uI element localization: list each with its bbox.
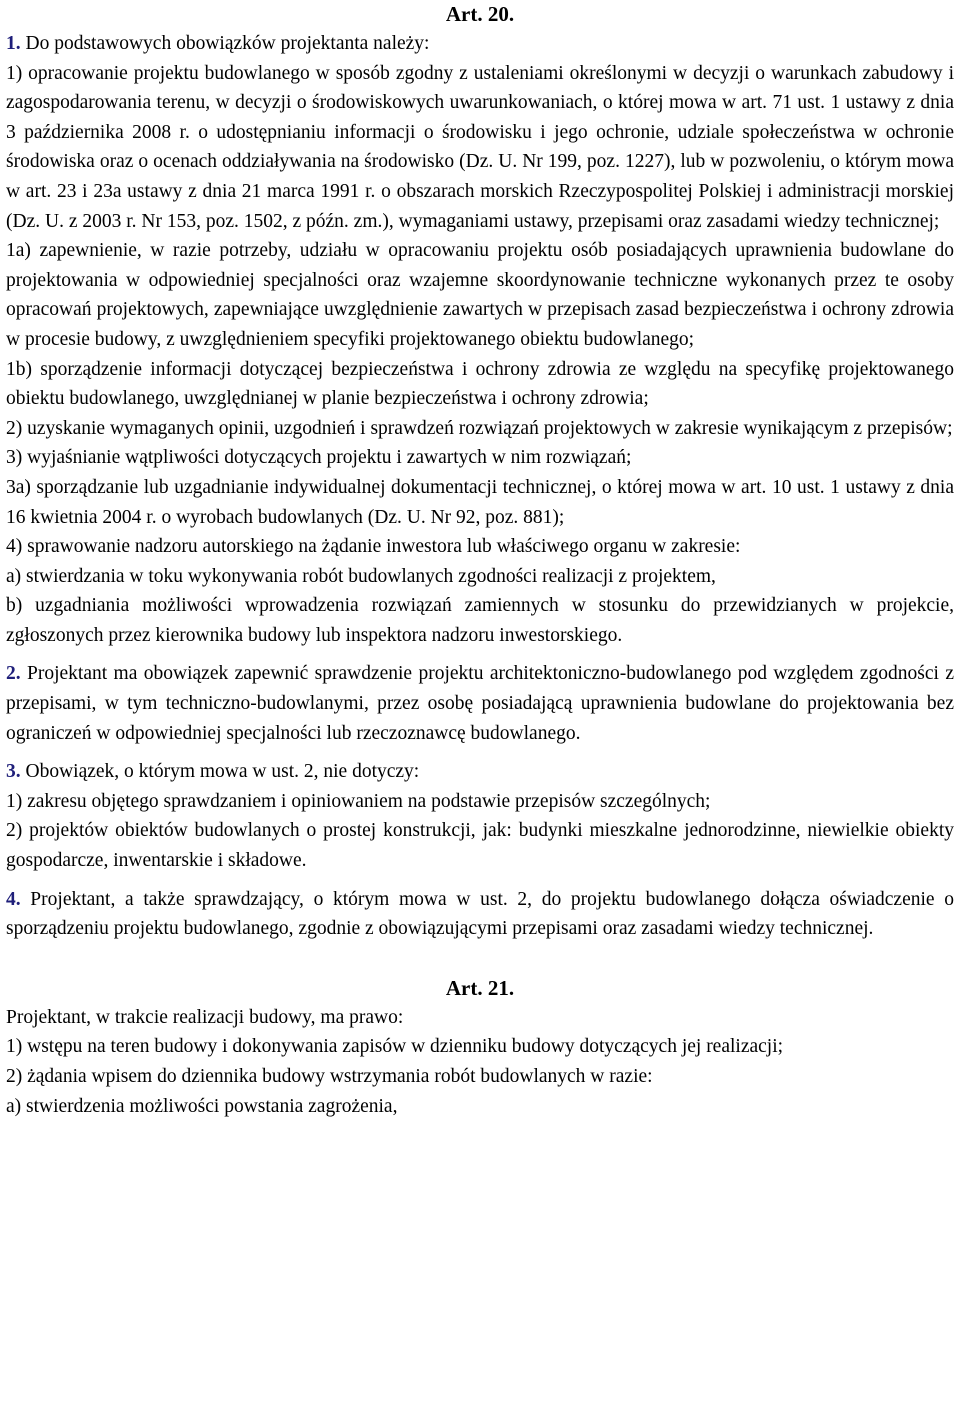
paragraph-number: 3.: [6, 761, 21, 783]
article-20-item-3a: 3a) sporządzanie lub uzgadnianie indywidualnej dokumentacji technicznej, o której mowa w art. 10 ust. 1 ustawy z dnia 16 kwietnia 2004 r. o wyrobach budowlanych (Dz. U. Nr 92, poz. 881);: [6, 476, 954, 528]
article-20-item-4a: a) stwierdzania w toku wykonywania robót budowlanych zgodności realizacji z projektem,: [6, 565, 716, 587]
article-20-title: Art. 20.: [445, 2, 515, 26]
article-21-item-2: 2) żądania wpisem do dziennika budowy wstrzymania robót budowlanych w razie:: [6, 1066, 653, 1087]
article-20-item-1b: 1b) sporządzenie informacji dotyczącej bezpieczeństwa i ochrony zdrowia ze względu na specyfikę projektowanego obiektu budowlanego, uwzględnianej w planie bezpieczeństwa i ochrony zdrowia;: [6, 358, 954, 410]
paragraph-text: Do podstawowych obowiązków projektanta należy:: [20, 33, 430, 54]
article-21-title: Art. 21.: [445, 975, 515, 1000]
article-20-paragraph-1-lead: [6, 29, 954, 59]
article-20-item-3: 3) wyjaśnianie wątpliwości dotyczących projektu i zawartych w nim rozwiązań;: [6, 447, 632, 469]
paragraph-number: 1.: [6, 33, 21, 54]
article-20-paragraph-2: [6, 659, 954, 748]
article-20-item-1: 1) opracowanie projektu budowlanego w sposób zgodny z ustaleniami określonymi w decyzji o warunkach zabudowy i zagospodarowania terenu, w decyzji o środowiskowych uwarunkowaniach, o której mowa w art. 71 ust. 1 ustawy z dnia 3 października 2008 r. o udostępnianiu informacji o środowisku i jego ochronie, udziale społeczeństwa w ochronie środowiska oraz o ocenach oddziaływania na środowisko (Dz. U. Nr 199, poz. 1227), lub w pozwoleniu, o którym mowa w art. 23 i 23a ustawy z dnia 21 marca 1991 r. o obszarach morskich Rzeczypospolitej Polskiej i administracji morskiej (Dz. U. z 2003 r. Nr 153, poz. 1502, z późn. zm.), wymaganiami ustawy, przepisami oraz zasadami wiedzy technicznej;: [6, 62, 954, 232]
article-20-paragraph-3-item-2: 2) projektów obiektów budowlanych o prostej konstrukcji, jak: budynki mieszkalne jednorodzinne, niewielkie obiekty gospodarcze, inwentarskie i składowe.: [6, 820, 954, 872]
paragraph-number: 2.: [6, 663, 21, 685]
paragraph-text: Obowiązek, o którym mowa w ust. 2, nie dotyczy:: [20, 761, 420, 783]
article-21-lead: Projektant, w trakcie realizacji budowy, ma prawo:: [6, 1006, 404, 1028]
article-21-item-2a: a) stwierdzenia możliwości powstania zagrożenia,: [6, 1095, 398, 1117]
article-20-item-1a: 1a) zapewnienie, w razie potrzeby, udziału w opracowaniu projektu osób posiadających uprawnienia budowlane do projektowania w odpowiedniej specjalności oraz wzajemne skoordynowanie techniczne wykonanych przez te osoby opracowań projektowych, zapewniające uwzględnienie zawartych w przepisach zasad bezpieczeństwa i ochrony zdrowia w procesie budowy, z uwzględnieniem specyfiki projektowanego obiektu budowlanego;: [6, 240, 954, 350]
article-20-item-4: 4) sprawowanie nadzoru autorskiego na żądanie inwestora lub właściwego organu w zakresie:: [6, 536, 741, 558]
article-20-paragraph-3-item-1: 1) zakresu objętego sprawdzaniem i opiniowaniem na podstawie przepisów szczególnych;: [6, 790, 711, 812]
article-20-item-2: 2) uzyskanie wymaganych opinii, uzgodnień i sprawdzeń rozwiązań projektowych w zakresie wynikającym z przepisów;: [6, 417, 953, 439]
article-20-paragraph-3-lead: [6, 757, 954, 787]
paragraph-text: Projektant, a także sprawdzający, o którym mowa w ust. 2, do projektu budowlanego dołącza oświadczenie o sporządzeniu projektu budowlanego, zgodnie z obowiązującymi przepisami oraz zasadami wiedzy technicznej.: [6, 888, 954, 940]
paragraph-number: 4.: [6, 888, 21, 910]
article-21-item-1: 1) wstępu na teren budowy i dokonywania zapisów w dzienniku budowy dotyczących jej realizacji;: [6, 1036, 784, 1058]
article-20-paragraph-4: [6, 885, 954, 944]
paragraph-text: Projektant ma obowiązek zapewnić sprawdzenie projektu architektoniczno-budowlanego pod względem zgodności z przepisami, w tym techniczno-budowlanymi, przez osobę posiadającą uprawnienia budowlane do projektowania bez ograniczeń w odpowiedniej specjalności lub rzeczoznawcę budowlanego.: [6, 663, 954, 744]
article-20-item-4b: b) uzgadniania możliwości wprowadzenia rozwiązań zamiennych w stosunku do przewidzianych w projekcie, zgłoszonych przez kierownika budowy lub inspektora nadzoru inwestorskiego.: [6, 595, 954, 646]
